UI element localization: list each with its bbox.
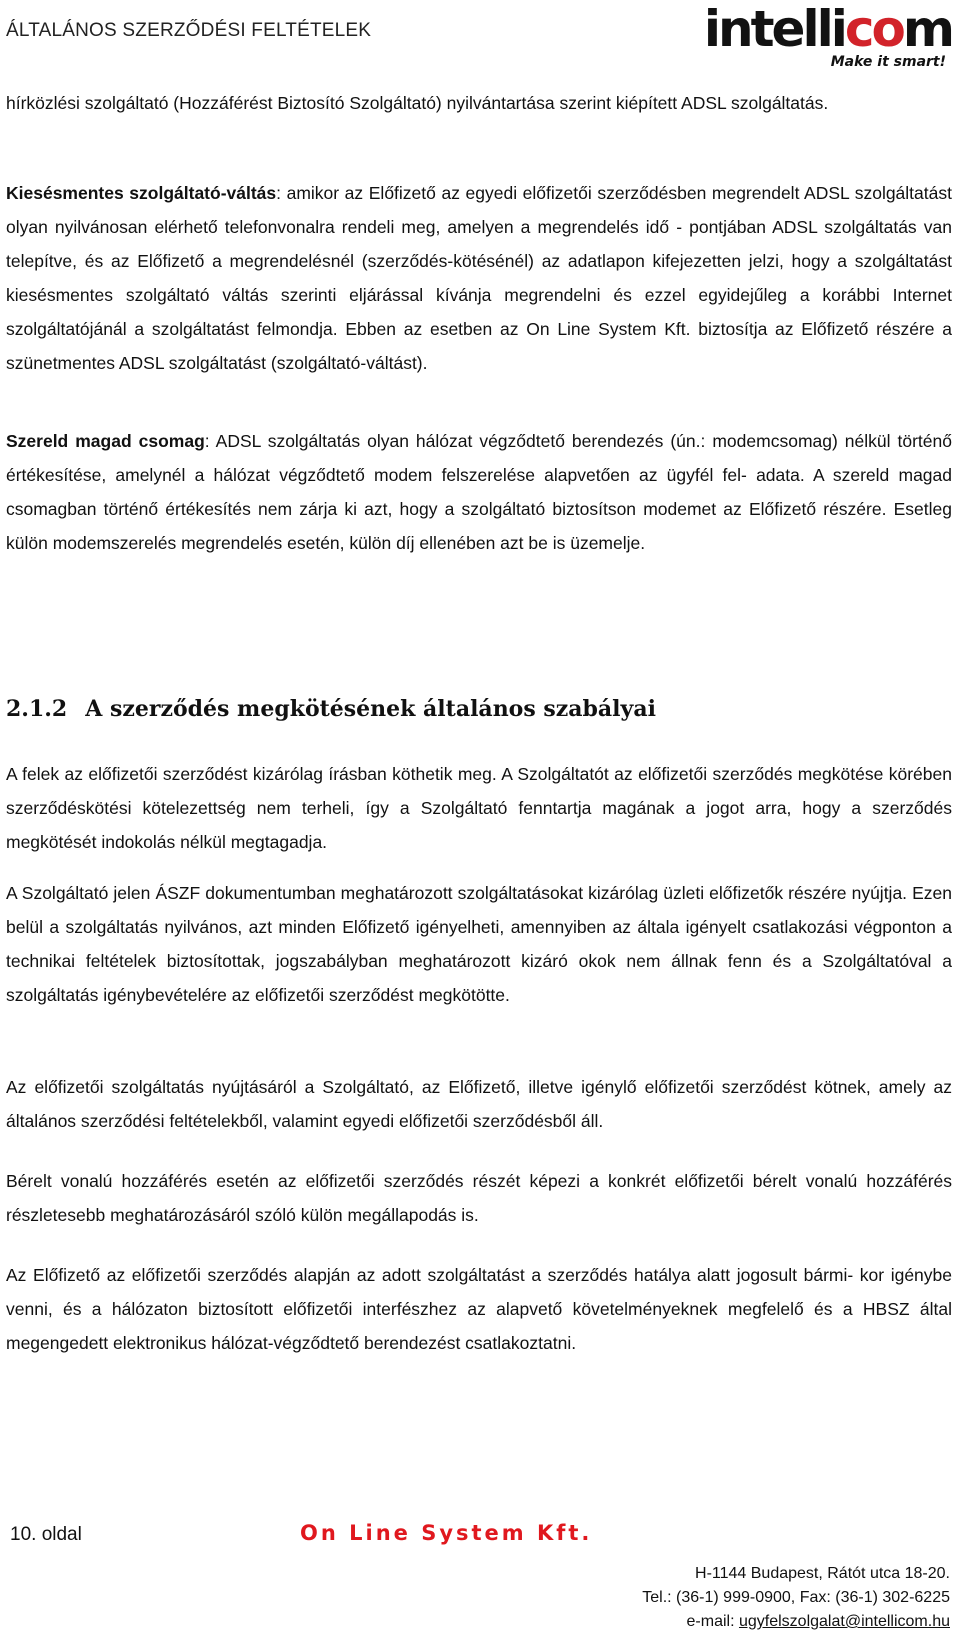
section-number: 2.1.2 bbox=[6, 696, 68, 722]
logo-text-accent: co bbox=[844, 0, 903, 58]
section-heading bbox=[6, 696, 656, 722]
paragraph: Az előfizetői szolgáltatás nyújtásáról a Szolgáltató, az Előfizető, illetve igénylő előfizetői szerződést kötnek, amely az általános szerződési feltételekből, valamint egyedi előfizetői szerződésből áll. bbox=[6, 1077, 952, 1131]
document-title: ÁLTALÁNOS SZERZŐDÉSI FELTÉTELEK bbox=[6, 20, 372, 41]
paragraph-continuation bbox=[6, 86, 952, 120]
section-paragraph-5 bbox=[6, 1258, 952, 1360]
paragraph: Bérelt vonalú hozzáférés esetén az előfizetői szerződés részét képezi a konkrét előfizetői bérelt vonalú hozzáférés részletesebb meghatározásáról szóló külön megállapodás is. bbox=[6, 1171, 952, 1225]
logo-text-pre: intelli bbox=[703, 0, 845, 58]
logo-tagline: Make it smart! bbox=[830, 54, 946, 70]
section-paragraph-2 bbox=[6, 876, 952, 1012]
definitions-block bbox=[6, 86, 952, 120]
page-number-value: 10. bbox=[10, 1524, 37, 1545]
footer-address: H-1144 Budapest, Rátót utca 18-20. bbox=[695, 1565, 950, 1582]
paragraph-definition bbox=[6, 424, 952, 560]
footer-email-link[interactable]: ugyfelszolgalat@intellicom.hu bbox=[738, 1613, 950, 1630]
logo-text-post: m bbox=[902, 0, 952, 58]
definition-szereld-magad bbox=[6, 424, 952, 560]
section-paragraph-3 bbox=[6, 1070, 952, 1138]
section-title: A szerződés megkötésének általános szabályai bbox=[85, 696, 656, 722]
section-paragraph-4 bbox=[6, 1164, 952, 1232]
footer-company-name: On Line System Kft. bbox=[300, 1521, 593, 1545]
section-paragraph-1 bbox=[6, 757, 952, 859]
paragraph: Az Előfizető az előfizetői szerződés alapján az adott szolgáltatást a szerződés hatálya alatt jogosult bármi- kor igénybe venni, és a hálózaton biztosított előfizetői interfészhez az alapvető követelményeknek megfelelő és a HBSZ által megengedett elektronikus hálózat-végződtető berendezést csatlakoztatni. bbox=[6, 1265, 952, 1353]
definition-text: : ADSL szolgáltatás olyan hálózat végződtető berendezés (ún.: modemcsomag) nélkül történő értékesítése, amelynél a hálózat végződtető modem felszerelése alapvetően az ügyfél fel- adata. A szereld magad csomagban történő értékesítés nem zárja ki azt, hogy a szolgáltató biztosítson modemet az Előfizető részére. Esetleg külön modemszerelés megrendelés esetén, külön díj ellenében azt be is üzemelje. bbox=[6, 431, 952, 553]
definition-term: Kiesésmentes szolgáltató-váltás bbox=[6, 183, 277, 203]
page-number bbox=[10, 1524, 82, 1546]
footer-phone-fax: Tel.: (36-1) 999-0900, Fax: (36-1) 302-6225 bbox=[642, 1589, 950, 1606]
definition-kiesesmentes bbox=[6, 176, 952, 380]
paragraph-text: hírközlési szolgáltató (Hozzáférést Biztosító Szolgáltató) nyilvántartása szerint kiépített ADSL szolgáltatás. bbox=[6, 93, 829, 113]
footer-contact bbox=[642, 1562, 950, 1634]
paragraph-definition bbox=[6, 176, 952, 380]
footer-email-label: e-mail: bbox=[686, 1613, 739, 1630]
intellicom-logo bbox=[704, 2, 952, 70]
definition-text: : amikor az Előfizető az egyedi előfizetői szerződésben megrendelt ADSL szolgáltatást olyan nyilvánosan elérhető telefonvonalra rendeli meg, amelyen a megrendelés idő - pontjában ADSL szolgáltatás van telepítve, és az Előfizető a megrendelésnél (szerződés-kötésénél) az adatlapon kifejezetten jelzi, hogy a szolgáltatást kiesésmentes szolgáltató váltás szerinti eljárással kívánja megrendelni és ezzel egyidejűleg a korábbi Internet szolgáltatójánál a szolgáltatást felmondja. Ebben az esetben az On Line System Kft. biztosítja az Előfizető részére a szünetmentes ADSL szolgáltatást (szolgáltató-váltást). bbox=[6, 183, 952, 373]
page-word: oldal bbox=[41, 1524, 82, 1545]
footer-email-line bbox=[642, 1610, 950, 1634]
paragraph: A Szolgáltató jelen ÁSZF dokumentumban meghatározott szolgáltatásokat kizárólag üzleti előfizetők részére nyújtja. Ezen belül a szolgáltatás nyilvános, azt minden Előfizető igényelheti, amennyiben az általa igényelt csatlakozási végponton a technikai feltételek biztosítottak, jogszabályban meghatározott kizáró okok nem állnak fenn és a Szolgáltatóval a szolgáltatás igénybevételére az előfizetői szerződést megkötötte. bbox=[6, 883, 952, 1005]
definition-term: Szereld magad csomag bbox=[6, 431, 205, 451]
logo-wordmark bbox=[704, 2, 952, 56]
paragraph: A felek az előfizetői szerződést kizárólag írásban köthetik meg. A Szolgáltatót az előfizetői szerződés megkötése körében szerződéskötési kötelezettség nem terheli, így a Szolgáltató fenntartja magának a jogot arra, hogy a szerződés megkötését indokolás nélkül megtagadja. bbox=[6, 764, 952, 852]
